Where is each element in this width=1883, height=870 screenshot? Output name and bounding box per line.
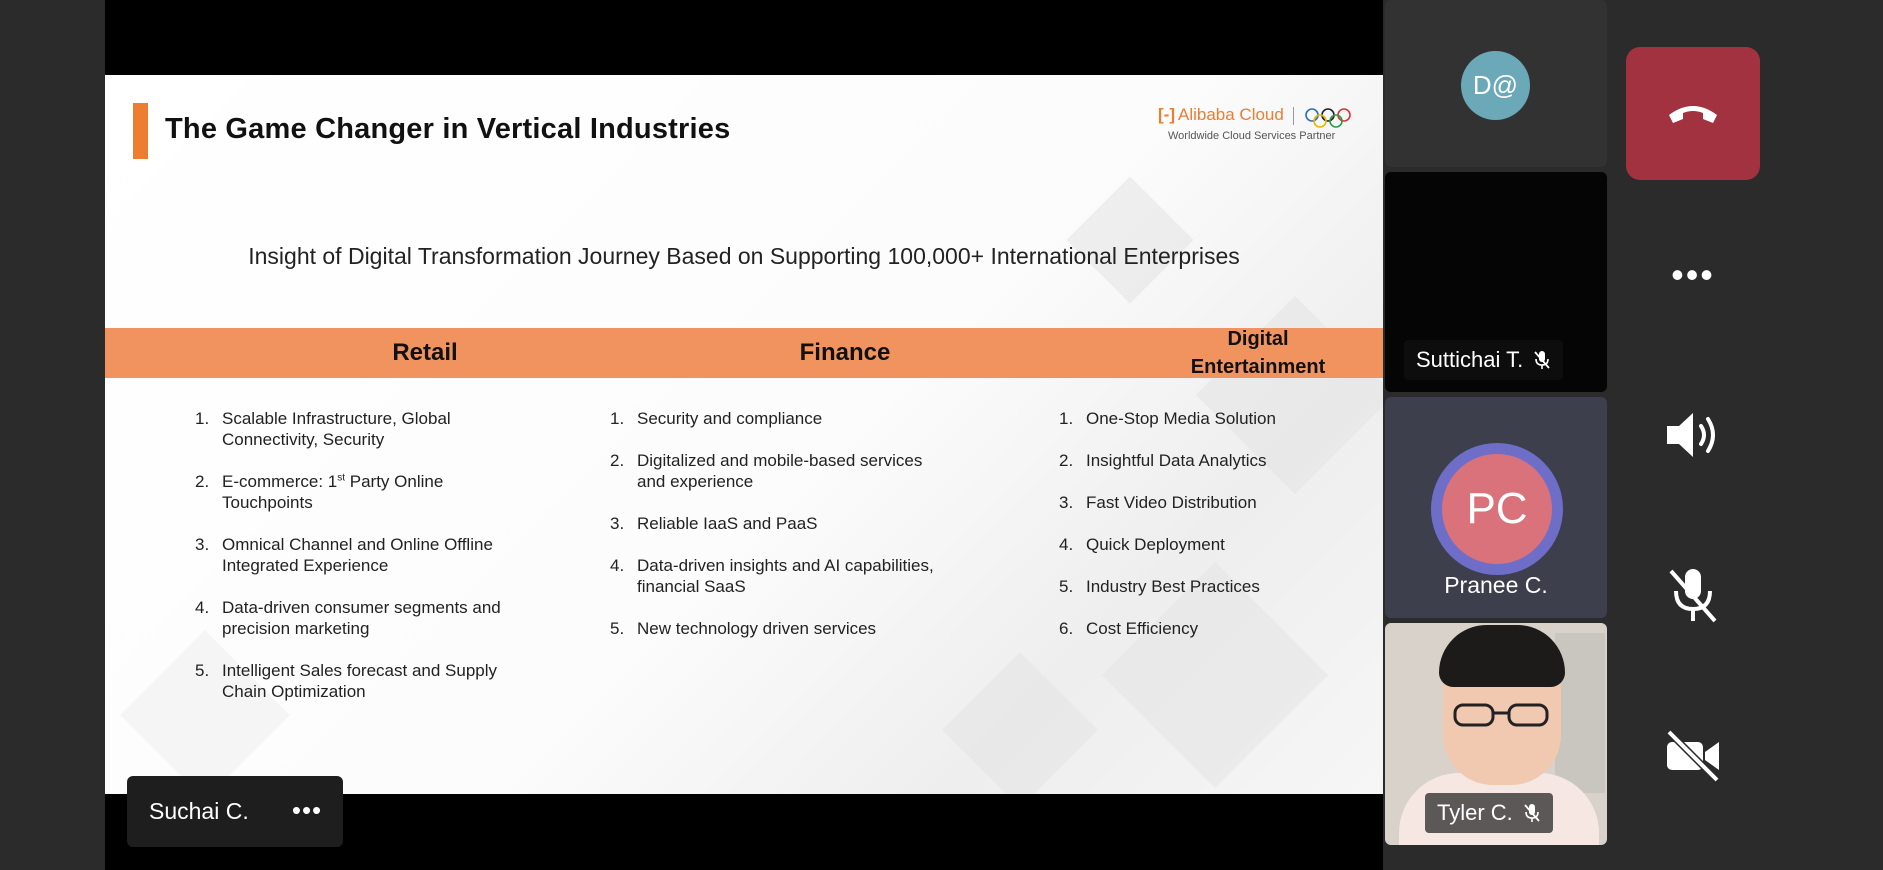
- logo-divider: [1293, 107, 1294, 125]
- list-item: 5. Industry Best Practices: [1059, 577, 1260, 596]
- video-person: [1439, 625, 1565, 687]
- presenter-name-chip: [127, 776, 343, 847]
- presenter-name: Suchai C.: [149, 798, 249, 824]
- phone-hangup-icon: [1665, 101, 1721, 127]
- participant-name-label: Suttichai T.: [1404, 340, 1563, 380]
- participant-name-label: Tyler C.: [1425, 793, 1553, 833]
- microphone-toggle-button[interactable]: [1626, 560, 1760, 630]
- avatar: D@: [1461, 51, 1530, 120]
- list-item: 2. E-commerce: 1st Party Online Touchpoints: [195, 472, 444, 512]
- speaker-icon: [1663, 408, 1723, 462]
- more-icon: •••: [1671, 254, 1715, 295]
- participant-video-tile[interactable]: [1385, 623, 1607, 845]
- list-item: 4. Data-driven consumer segments and precision marketing: [195, 598, 501, 638]
- list-item: 3. Reliable IaaS and PaaS: [610, 514, 818, 533]
- participant-tile[interactable]: [1385, 397, 1607, 618]
- alibaba-cloud-logo: [1158, 105, 1358, 150]
- column-heading-finance: Finance: [799, 339, 891, 366]
- speaker-button[interactable]: [1626, 400, 1760, 470]
- participant-tile[interactable]: [1385, 0, 1607, 167]
- video-off-icon: [1663, 728, 1723, 782]
- more-options-button[interactable]: [1626, 240, 1760, 310]
- video-toggle-button[interactable]: [1626, 720, 1760, 790]
- list-item: 4. Data-driven insights and AI capabilities, financial SaaS: [610, 556, 934, 596]
- video-person: [1447, 701, 1557, 729]
- finance-list: [610, 408, 940, 660]
- presenter-more-button[interactable]: •••: [291, 795, 323, 825]
- list-item: 2. Insightful Data Analytics: [1059, 451, 1267, 470]
- column-heading-digital-entertainment: [1153, 328, 1363, 378]
- background-shape: [1066, 176, 1193, 303]
- list-item: 6. Cost Efficiency: [1059, 619, 1199, 638]
- digital-entertainment-list: [1059, 408, 1359, 660]
- list-item: 3. Omnical Channel and Online Offline Integrated Experience: [195, 535, 493, 575]
- title-accent-bar: [133, 103, 148, 159]
- avatar: PC: [1442, 454, 1552, 564]
- list-item: 1. One-Stop Media Solution: [1059, 409, 1276, 428]
- background-shape: [942, 652, 1098, 794]
- list-item: 1. Security and compliance: [610, 409, 823, 428]
- logo-brand-text: Alibaba Cloud: [1177, 105, 1284, 124]
- list-item: 2. Digitalized and mobile-based services and experience: [610, 451, 923, 491]
- participant-name-label: Pranee C.: [1444, 572, 1548, 598]
- mic-muted-icon: [1523, 803, 1541, 823]
- shared-slide: [105, 75, 1383, 794]
- participant-tile[interactable]: [1385, 172, 1607, 392]
- column-heading-retail: Retail: [392, 339, 458, 366]
- list-item: 1. Scalable Infrastructure, Global Connectivity, Security: [195, 409, 451, 449]
- slide-subtitle: Insight of Digital Transformation Journey Based on Supporting 100,000+ International Enterprises: [248, 243, 1240, 269]
- list-item: 3. Fast Video Distribution: [1059, 493, 1257, 512]
- slide-title: The Game Changer in Vertical Industries: [165, 113, 731, 145]
- logo-tagline: Worldwide Cloud Services Partner: [1168, 130, 1336, 142]
- list-item: 5. New technology driven services: [610, 619, 877, 638]
- mic-muted-icon: [1533, 350, 1551, 370]
- heading-line: Entertainment: [1190, 356, 1326, 378]
- list-item: 5. Intelligent Sales forecast and Supply Chain Optimization: [195, 661, 498, 701]
- olympic-rings-icon: [1304, 107, 1352, 131]
- mic-muted-icon: [1665, 565, 1721, 625]
- list-item: 4. Quick Deployment: [1059, 535, 1225, 554]
- retail-list: [195, 408, 515, 723]
- end-call-button[interactable]: [1626, 47, 1760, 180]
- alibaba-mark-icon: [-]: [1158, 105, 1175, 124]
- heading-line: Digital: [1227, 328, 1289, 350]
- speaking-indicator-ring: [1431, 443, 1563, 575]
